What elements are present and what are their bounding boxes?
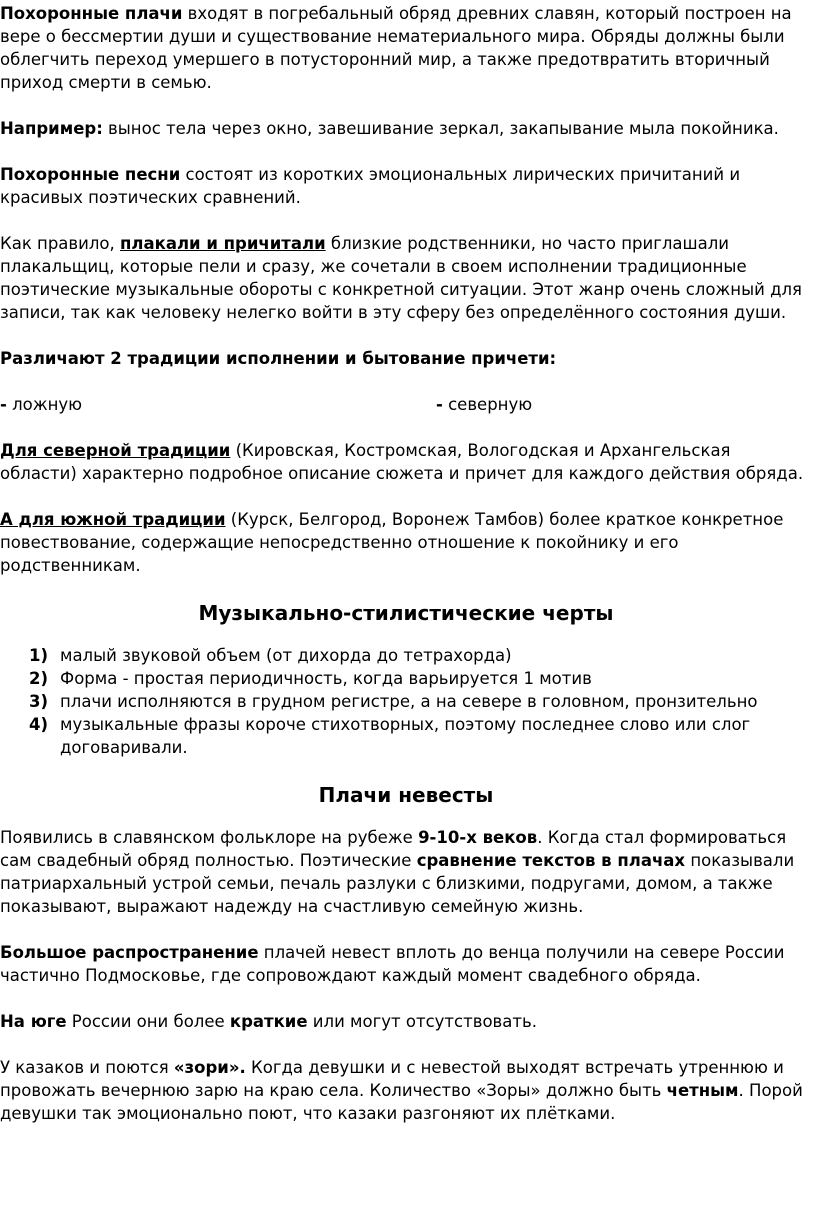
paragraph-south: [0, 1010, 812, 1033]
paragraph-text: Когда девушки и с невестой выходят встречать утреннюю и провожать вечернюю зарю на краю села. Количество «Зоры» должно быть: [0, 1058, 784, 1100]
section-heading-musical-features: Музыкально-стилистические черты: [198, 601, 614, 625]
dash-marker: -: [436, 395, 443, 414]
paragraph-northern-tradition: [0, 439, 812, 485]
paragraph-text: Появились в славянском фольклоре на рубеже: [0, 828, 419, 847]
list-text: музыкальные фразы короче стихотворных, поэтому последнее слово или слог договаривали.: [60, 715, 751, 757]
bold-term: Например:: [0, 119, 103, 138]
bold-term: сравнение текстов в плачах: [416, 851, 686, 870]
list-item: [0, 713, 812, 759]
paragraph-bride-origin: [0, 826, 812, 918]
paragraph-example: [0, 117, 812, 140]
underlined-bold-term: А для южной традиции: [0, 510, 226, 529]
list-number: 2): [29, 669, 49, 688]
paragraph-text: . Когда стал формироваться сам свадебный обряд полностью. Поэтические: [0, 828, 787, 870]
paragraph-funeral-songs: [0, 163, 812, 209]
paragraph-text: России они более: [66, 1012, 230, 1031]
paragraph-text: или могут отсутствовать.: [307, 1012, 537, 1031]
paragraph-mourners: [0, 232, 812, 324]
section-heading-bride-laments: Плачи невесты: [318, 783, 494, 807]
list-number: 4): [29, 715, 49, 734]
paragraph-text: показывали патриархальный устрой семьи, печаль разлуки с близкими, подругами, домом, а также показывают, выражают надежду на счастливую семейную жизнь.: [0, 851, 795, 916]
paragraph-text: У казаков и поются: [0, 1058, 174, 1077]
paragraph-text: . Порой девушки так эмоционально поют, что казаки разгоняют их плётками.: [0, 1081, 803, 1123]
bold-term: Большое распространение: [0, 943, 259, 962]
paragraph-text: (Курск, Белгород, Воронеж Тамбов) более краткое конкретное повествование, содержащие непосредственно отношение к покойнику и его родственникам.: [0, 510, 784, 575]
features-list: [0, 644, 812, 759]
underlined-bold-term: Для северной традиции: [0, 441, 231, 460]
bold-term: Различают 2 традиции исполнении и бытование причети:: [0, 349, 557, 368]
paragraph-text: Как правило,: [0, 234, 120, 253]
bold-term: Похоронные плачи: [0, 4, 183, 23]
list-item: [0, 644, 812, 667]
paragraph-text: состоят из коротких эмоциональных лирических причитаний и красивых поэтических сравнений.: [0, 165, 741, 207]
list-item: [0, 690, 812, 713]
list-item: [0, 667, 812, 690]
underlined-bold-term: плакали и причитали: [120, 234, 326, 253]
bold-term: четным: [666, 1081, 739, 1100]
bold-term: «зори».: [173, 1058, 246, 1077]
dash-marker: -: [0, 395, 7, 414]
paragraph-text: вынос тела через окно, завешивание зеркал, закапывание мыла покойника.: [102, 119, 779, 138]
list-text: малый звуковой объем (от дихорда до тетрахорда): [60, 646, 512, 665]
paragraph-traditions-heading: [0, 347, 812, 370]
paragraph-funeral-laments: [0, 2, 812, 94]
tradition-item: [436, 393, 532, 416]
paragraph-cossacks: [0, 1056, 812, 1125]
list-text: Форма - простая периодичность, когда варьируется 1 мотив: [60, 669, 592, 688]
traditions-row: [0, 393, 812, 416]
bold-term: краткие: [229, 1012, 308, 1031]
paragraph-text: входят в погребальный обряд древних славян, который построен на вере о бессмертии души и существование нематериального мира. Обряды должны были облегчить переход умершего в потусторонний мир, а также предотвратить вторичный приход смерти в семью.: [0, 4, 792, 92]
paragraph-text: близкие родственники, но часто приглашали плакальщиц, которые пели и сразу, же сочетали в своем исполнении традиционные поэтические музыкальные обороты с конкретной ситуации. Этот жанр очень сложный для записи, так как человеку нелегко войти в эту сферу без определённого состояния души.: [0, 234, 802, 322]
list-number: 1): [29, 646, 49, 665]
list-text: плачи исполняются в грудном регистре, а на севере в головном, пронзительно: [60, 692, 758, 711]
bold-term: На юге: [0, 1012, 67, 1031]
bold-term: Похоронные песни: [0, 165, 181, 184]
tradition-item: [0, 393, 436, 416]
paragraph-text: плачей невест вплоть до венца получили на севере России частично Подмосковье, где сопровождают каждый момент свадебного обряда.: [0, 943, 785, 985]
tradition-label: северную: [442, 395, 533, 414]
paragraph-distribution: [0, 941, 812, 987]
paragraph-text: (Кировская, Костромская, Вологодская и Архангельская области) характерно подробное описание сюжета и причет для каждого действия обряда.: [0, 441, 804, 483]
tradition-label: ложную: [6, 395, 83, 414]
list-number: 3): [29, 692, 49, 711]
paragraph-southern-tradition: [0, 508, 812, 577]
bold-term: 9-10-х веков: [418, 828, 538, 847]
